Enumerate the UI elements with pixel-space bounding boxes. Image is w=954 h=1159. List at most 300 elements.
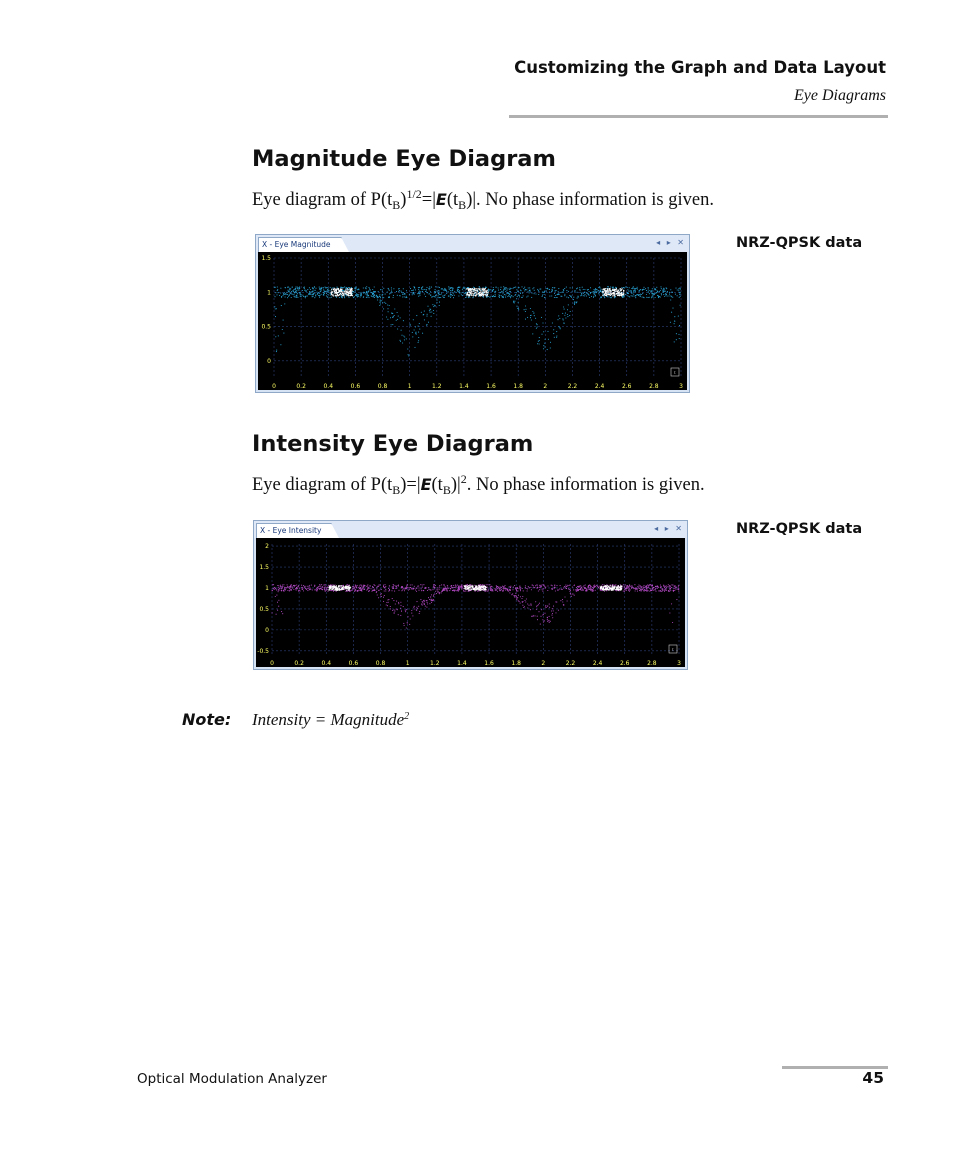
- eye-sample-point: [402, 294, 403, 295]
- eye-intensity-window: [253, 520, 688, 670]
- eye-sample-point: [447, 585, 448, 586]
- eye-sample-point: [669, 294, 670, 295]
- eye-sample-point: [577, 298, 578, 299]
- eye-sample-point: [678, 334, 679, 335]
- eye-sample-point: [534, 587, 535, 588]
- eye-sample-point: [453, 585, 454, 586]
- eye-sample-point: [382, 289, 383, 290]
- eye-sample-point: [638, 294, 639, 295]
- eye-sample-point: [507, 293, 508, 294]
- eye-sample-point: [531, 589, 532, 590]
- eye-sample-point: [513, 595, 514, 596]
- eye-center-point: [469, 585, 470, 586]
- eye-sample-point: [307, 295, 308, 296]
- eye-sample-point: [312, 294, 313, 295]
- eye-sample-point: [393, 609, 394, 610]
- eye-sample-point: [532, 616, 533, 617]
- eye-sample-point: [310, 292, 311, 293]
- eye-sample-point: [366, 590, 367, 591]
- eye-sample-point: [526, 289, 527, 290]
- eye-sample-point: [522, 596, 523, 597]
- eye-center-point: [351, 291, 352, 292]
- eye-center-point: [481, 295, 482, 296]
- eye-sample-point: [583, 293, 584, 294]
- eye-sample-point: [500, 289, 501, 290]
- eye-center-point: [469, 587, 470, 588]
- eye-sample-point: [525, 289, 526, 290]
- intensity-side-label: NRZ-QPSK data: [736, 521, 863, 537]
- eye-sample-point: [371, 295, 372, 296]
- eye-sample-point: [626, 587, 627, 588]
- eye-sample-point: [282, 329, 283, 330]
- eye-sample-point: [649, 588, 650, 589]
- eye-sample-point: [525, 601, 526, 602]
- eye-sample-point: [601, 297, 602, 298]
- eye-sample-point: [520, 293, 521, 294]
- eye-sample-point: [660, 584, 661, 585]
- eye-center-point: [619, 291, 620, 292]
- window-controls[interactable]: ◂ ▸ ✕: [656, 238, 686, 247]
- eye-center-point: [347, 288, 348, 289]
- eye-sample-point: [648, 297, 649, 298]
- eye-center-point: [347, 295, 348, 296]
- tab-eye-intensity[interactable]: X - Eye Intensity: [256, 523, 332, 539]
- eye-sample-point: [465, 287, 466, 288]
- eye-sample-point: [300, 296, 301, 297]
- eye-sample-point: [563, 292, 564, 293]
- eye-sample-point: [663, 294, 664, 295]
- eye-sample-point: [600, 291, 601, 292]
- eye-sample-point: [444, 295, 445, 296]
- eye-sample-point: [449, 289, 450, 290]
- eye-center-point: [474, 289, 475, 290]
- eye-sample-point: [423, 584, 424, 585]
- eye-sample-point: [549, 607, 550, 608]
- eye-sample-point: [543, 588, 544, 589]
- eye-center-point: [468, 290, 469, 291]
- eye-sample-point: [652, 293, 653, 294]
- eye-sample-point: [291, 291, 292, 292]
- eye-center-point: [343, 293, 344, 294]
- eye-center-point: [481, 587, 482, 588]
- eye-sample-point: [564, 294, 565, 295]
- eye-sample-point: [504, 288, 505, 289]
- eye-sample-point: [467, 584, 468, 585]
- eye-sample-point: [552, 322, 553, 323]
- eye-sample-point: [662, 590, 663, 591]
- eye-sample-point: [566, 290, 567, 291]
- eye-center-point: [345, 292, 346, 293]
- eye-sample-point: [458, 587, 459, 588]
- eye-sample-point: [512, 589, 513, 590]
- eye-sample-point: [275, 287, 276, 288]
- eye-sample-point: [385, 294, 386, 295]
- eye-sample-point: [411, 610, 412, 611]
- eye-sample-point: [573, 297, 574, 298]
- eye-sample-point: [439, 302, 440, 303]
- eye-sample-point: [374, 585, 375, 586]
- eye-sample-point: [592, 589, 593, 590]
- eye-sample-point: [538, 341, 539, 342]
- eye-sample-point: [283, 333, 284, 334]
- eye-sample-point: [436, 593, 437, 594]
- eye-sample-point: [419, 613, 420, 614]
- eye-sample-point: [510, 288, 511, 289]
- eye-sample-point: [518, 287, 519, 288]
- eye-center-point: [618, 295, 619, 296]
- eye-sample-point: [461, 584, 462, 585]
- eye-sample-point: [483, 297, 484, 298]
- eye-scatter-points: [271, 584, 679, 629]
- eye-sample-point: [277, 602, 278, 603]
- eye-sample-point: [440, 297, 441, 298]
- eye-sample-point: [675, 288, 676, 289]
- eye-sample-point: [380, 297, 381, 298]
- eye-sample-point: [370, 289, 371, 290]
- eye-sample-point: [429, 288, 430, 289]
- eye-sample-point: [661, 288, 662, 289]
- eye-sample-point: [451, 294, 452, 295]
- eye-sample-point: [583, 589, 584, 590]
- eye-sample-point: [442, 289, 443, 290]
- eye-sample-point: [576, 301, 577, 302]
- eye-sample-point: [447, 587, 448, 588]
- eye-sample-point: [421, 590, 422, 591]
- eye-center-point: [346, 293, 347, 294]
- eye-sample-point: [614, 296, 615, 297]
- eye-sample-point: [518, 588, 519, 589]
- eye-sample-point: [633, 292, 634, 293]
- eye-sample-point: [403, 623, 404, 624]
- eye-sample-point: [391, 590, 392, 591]
- eye-sample-point: [486, 287, 487, 288]
- eye-sample-point: [612, 287, 613, 288]
- eye-sample-point: [458, 295, 459, 296]
- eye-sample-point: [321, 294, 322, 295]
- eye-sample-point: [581, 587, 582, 588]
- eye-center-point: [347, 586, 348, 587]
- eye-sample-point: [292, 586, 293, 587]
- eye-sample-point: [505, 294, 506, 295]
- eye-sample-point: [514, 585, 515, 586]
- eye-sample-point: [564, 295, 565, 296]
- eye-sample-point: [293, 585, 294, 586]
- eye-sample-point: [679, 288, 680, 289]
- eye-sample-point: [397, 319, 398, 320]
- eye-sample-point: [590, 585, 591, 586]
- eye-sample-point: [503, 286, 504, 287]
- eye-center-point: [345, 290, 346, 291]
- eye-center-point: [340, 293, 341, 294]
- eye-sample-point: [316, 292, 317, 293]
- eye-center-point: [331, 588, 332, 589]
- eye-sample-point: [571, 291, 572, 292]
- eye-sample-point: [539, 603, 540, 604]
- eye-center-point: [472, 586, 473, 587]
- eye-sample-point: [293, 289, 294, 290]
- tab-eye-magnitude[interactable]: X - Eye Magnitude: [258, 237, 342, 253]
- eye-sample-point: [465, 293, 466, 294]
- eye-sample-point: [401, 611, 402, 612]
- eye-center-point: [469, 292, 470, 293]
- eye-sample-point: [564, 315, 565, 316]
- eye-sample-point: [593, 292, 594, 293]
- eye-sample-point: [486, 297, 487, 298]
- eye-sample-point: [646, 590, 647, 591]
- eye-sample-point: [452, 292, 453, 293]
- eye-sample-point: [285, 589, 286, 590]
- eye-sample-point: [420, 599, 421, 600]
- eye-sample-point: [583, 585, 584, 586]
- eye-sample-point: [418, 293, 419, 294]
- eye-center-point: [486, 295, 487, 296]
- header-rule: [509, 115, 888, 118]
- eye-sample-point: [439, 290, 440, 291]
- eye-sample-point: [673, 590, 674, 591]
- eye-sample-point: [469, 297, 470, 298]
- eye-sample-point: [595, 288, 596, 289]
- eye-sample-point: [680, 296, 681, 297]
- eye-sample-point: [290, 293, 291, 294]
- eye-center-point: [605, 288, 606, 289]
- eye-sample-point: [373, 590, 374, 591]
- eye-sample-point: [560, 328, 561, 329]
- eye-sample-point: [274, 306, 275, 307]
- eye-sample-point: [544, 294, 545, 295]
- eye-center-point: [612, 585, 613, 586]
- eye-sample-point: [302, 295, 303, 296]
- eye-sample-point: [295, 286, 296, 287]
- eye-sample-point: [309, 294, 310, 295]
- footer-product-name: Optical Modulation Analyzer: [137, 1071, 327, 1087]
- eye-sample-point: [670, 299, 671, 300]
- eye-sample-point: [513, 296, 514, 297]
- eye-sample-point: [495, 589, 496, 590]
- eye-sample-point: [272, 584, 273, 585]
- eye-sample-point: [640, 589, 641, 590]
- eye-sample-point: [571, 596, 572, 597]
- eye-sample-point: [490, 590, 491, 591]
- eye-sample-point: [569, 591, 570, 592]
- eye-sample-point: [432, 600, 433, 601]
- eye-sample-point: [580, 588, 581, 589]
- eye-sample-point: [640, 585, 641, 586]
- eye-sample-point: [654, 289, 655, 290]
- eye-sample-point: [644, 590, 645, 591]
- eye-sample-point: [443, 589, 444, 590]
- eye-sample-point: [275, 308, 276, 309]
- eye-sample-point: [427, 292, 428, 293]
- eye-sample-point: [604, 297, 605, 298]
- eye-sample-point: [610, 286, 611, 287]
- eye-sample-point: [400, 290, 401, 291]
- eye-sample-point: [552, 608, 553, 609]
- eye-sample-point: [550, 621, 551, 622]
- eye-center-point: [617, 289, 618, 290]
- eye-sample-point: [326, 287, 327, 288]
- eye-sample-point: [526, 296, 527, 297]
- eye-sample-point: [393, 297, 394, 298]
- eye-sample-point: [361, 591, 362, 592]
- window-tab-bar: [256, 235, 689, 252]
- eye-sample-point: [542, 589, 543, 590]
- eye-sample-point: [450, 295, 451, 296]
- eye-sample-point: [429, 286, 430, 287]
- eye-sample-point: [587, 589, 588, 590]
- eye-sample-point: [541, 585, 542, 586]
- eye-sample-point: [439, 593, 440, 594]
- eye-sample-point: [379, 294, 380, 295]
- eye-center-point: [466, 585, 467, 586]
- eye-sample-point: [554, 290, 555, 291]
- eye-sample-point: [500, 287, 501, 288]
- eye-center-point: [607, 585, 608, 586]
- eye-sample-point: [458, 289, 459, 290]
- eye-sample-point: [523, 607, 524, 608]
- eye-sample-point: [504, 287, 505, 288]
- eye-sample-point: [515, 593, 516, 594]
- eye-sample-point: [518, 302, 519, 303]
- eye-sample-point: [516, 298, 517, 299]
- eye-sample-point: [595, 590, 596, 591]
- eye-sample-point: [572, 594, 573, 595]
- eye-sample-point: [663, 585, 664, 586]
- eye-sample-point: [640, 294, 641, 295]
- eye-sample-point: [642, 588, 643, 589]
- eye-sample-point: [595, 295, 596, 296]
- eye-sample-point: [498, 287, 499, 288]
- eye-sample-point: [543, 585, 544, 586]
- eye-sample-point: [547, 606, 548, 607]
- window-controls[interactable]: ◂ ▸ ✕: [654, 524, 684, 533]
- eye-sample-point: [352, 589, 353, 590]
- eye-sample-point: [577, 590, 578, 591]
- eye-sample-point: [428, 288, 429, 289]
- eye-sample-point: [635, 295, 636, 296]
- eye-sample-point: [499, 589, 500, 590]
- eye-sample-point: [474, 287, 475, 288]
- eye-center-point: [474, 288, 475, 289]
- eye-sample-point: [556, 585, 557, 586]
- eye-sample-point: [332, 288, 333, 289]
- eye-sample-point: [573, 299, 574, 300]
- eye-sample-point: [468, 297, 469, 298]
- eye-sample-point: [405, 611, 406, 612]
- eye-sample-point: [431, 311, 432, 312]
- eye-sample-point: [368, 587, 369, 588]
- eye-sample-point: [290, 288, 291, 289]
- eye-sample-point: [531, 297, 532, 298]
- eye-sample-point: [494, 292, 495, 293]
- eye-center-point: [601, 587, 602, 588]
- eye-sample-point: [320, 289, 321, 290]
- eye-sample-point: [298, 287, 299, 288]
- eye-sample-point: [404, 625, 405, 626]
- eye-center-point: [351, 289, 352, 290]
- eye-sample-point: [674, 341, 675, 342]
- eye-sample-point: [413, 290, 414, 291]
- eye-sample-point: [385, 586, 386, 587]
- eye-sample-point: [679, 325, 680, 326]
- eye-sample-point: [314, 287, 315, 288]
- eye-center-point: [471, 295, 472, 296]
- eye-sample-point: [457, 290, 458, 291]
- eye-sample-point: [321, 589, 322, 590]
- eye-sample-point: [562, 292, 563, 293]
- eye-sample-point: [635, 291, 636, 292]
- eye-sample-point: [379, 302, 380, 303]
- eye-sample-point: [418, 296, 419, 297]
- eye-sample-point: [595, 291, 596, 292]
- eye-sample-point: [309, 287, 310, 288]
- eye-sample-point: [505, 590, 506, 591]
- eye-sample-point: [465, 590, 466, 591]
- eye-center-point: [614, 290, 615, 291]
- eye-sample-point: [539, 337, 540, 338]
- eye-center-point: [475, 290, 476, 291]
- eye-sample-point: [572, 287, 573, 288]
- eye-center-point: [479, 589, 480, 590]
- eye-sample-point: [668, 295, 669, 296]
- eye-sample-point: [454, 587, 455, 588]
- eye-sample-point: [444, 585, 445, 586]
- eye-sample-point: [552, 287, 553, 288]
- eye-sample-point: [431, 316, 432, 317]
- eye-sample-point: [312, 296, 313, 297]
- eye-sample-point: [340, 587, 341, 588]
- eye-sample-point: [414, 294, 415, 295]
- eye-sample-point: [562, 313, 563, 314]
- eye-sample-point: [391, 291, 392, 292]
- eye-sample-point: [661, 294, 662, 295]
- eye-sample-point: [287, 590, 288, 591]
- eye-sample-point: [517, 587, 518, 588]
- eye-sample-point: [568, 297, 569, 298]
- eye-sample-point: [369, 590, 370, 591]
- eye-sample-point: [504, 585, 505, 586]
- eye-sample-point: [582, 287, 583, 288]
- eye-sample-point: [542, 292, 543, 293]
- eye-sample-point: [543, 345, 544, 346]
- eye-sample-point: [345, 294, 346, 295]
- eye-sample-point: [642, 297, 643, 298]
- eye-sample-point: [662, 588, 663, 589]
- eye-sample-point: [516, 588, 517, 589]
- eye-sample-point: [430, 291, 431, 292]
- eye-sample-point: [435, 295, 436, 296]
- y-tick-label: 1.5: [259, 564, 269, 572]
- eye-sample-point: [601, 296, 602, 297]
- eye-sample-point: [652, 588, 653, 589]
- eye-sample-point: [452, 295, 453, 296]
- eye-sample-point: [510, 297, 511, 298]
- eye-sample-point: [383, 597, 384, 598]
- eye-sample-point: [640, 296, 641, 297]
- eye-center-point: [475, 587, 476, 588]
- eye-sample-point: [583, 295, 584, 296]
- eye-sample-point: [629, 586, 630, 587]
- eye-sample-point: [401, 335, 402, 336]
- eye-sample-point: [391, 287, 392, 288]
- eye-sample-point: [344, 297, 345, 298]
- eye-sample-point: [522, 293, 523, 294]
- eye-sample-point: [649, 290, 650, 291]
- eye-sample-point: [404, 294, 405, 295]
- eye-sample-point: [327, 289, 328, 290]
- eye-sample-point: [375, 291, 376, 292]
- eye-sample-point: [313, 293, 314, 294]
- eye-sample-point: [397, 328, 398, 329]
